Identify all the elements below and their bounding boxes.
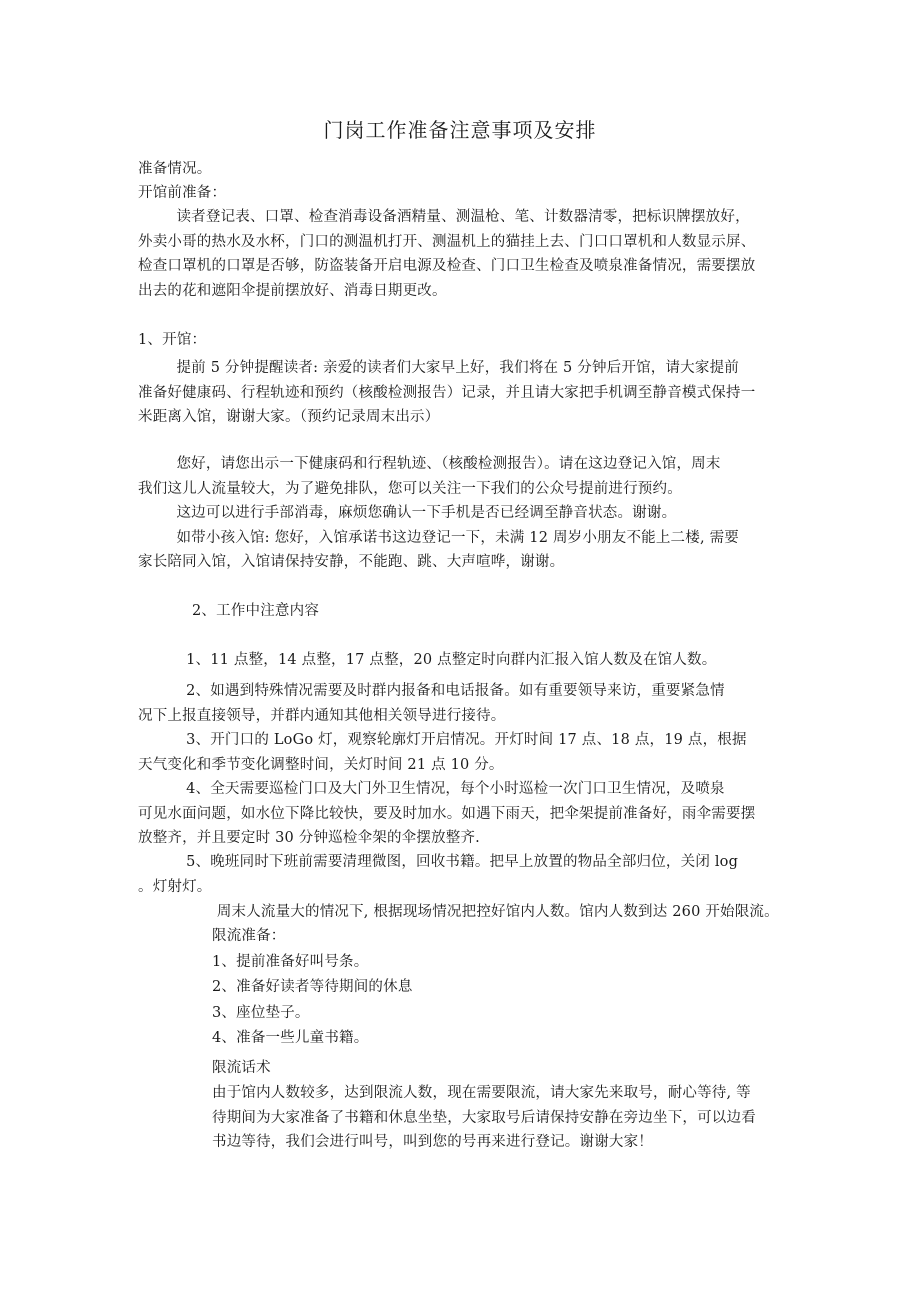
section2-heading: 2、工作中注意内容 <box>192 603 320 619</box>
pre-open-body: 读者登记表、口罩、检查消毒设备酒精量、测温枪、笔、计数器清零，把标识牌摆放好， 外卖小哥的热水及水杯，门口的测温机打开、测温机上的猫挂上去、门口口罩机和人数显示屏、 检查口罩机的口罩是否够，防盗装备开启电源及检查、门口卫生检查及喷泉准备情况，需要摆放 出去的花和遮阳伞提前摆放好、消毒日期更改。 <box>138 209 756 299</box>
document-title: 门岗工作准备注意事项及安排 <box>323 118 597 142</box>
work-item-5: 5、晚班同时下班前需要清理微图，回收书籍。把早上放置的物品全部归位，关闭 log 。灯射灯。 <box>138 854 739 895</box>
limit-script-body: 由于馆内人数较多，达到限流人数，现在需要限流，请大家先来取号，耐心等待, 等 待期间为大家准备了书籍和休息坐垫，大家取号后请保持安静在旁边坐下，可以边看 书边等待，我们会进行叫号，叫到您的号再来进行登记。谢谢大家！ <box>212 1085 756 1150</box>
work-item-4: 4、全天需要巡检门口及大门外卫生情况，每个小时巡检一次门口卫生情况，及喷泉 可见水面问题，如水位下降比较快，要及时加水。如遇下雨天，把伞架提前准备好，雨伞需要摆 放整齐，并且要定时 30 分钟巡检伞架的伞摆放整齐. <box>138 781 756 846</box>
limit-prep-item-2: 2、准备好读者等待期间的休息 <box>212 979 413 995</box>
section1-para1: 提前 5 分钟提醒读者: 亲爱的读者们大家早上好，我们将在 5 分钟后开馆，请大家提前 准备好健康码、行程轨迹和预约（核酸检测报告）记录，并且请大家把手机调至静音模式保持一 米距离入馆，谢谢大家。（预约记录周末出示） <box>138 360 756 425</box>
prep-status: 准备情况。 <box>138 161 212 177</box>
work-item-1: 1、11 点整，14 点整，17 点整，20 点整定时向群内汇报入馆人数及在馆人数。 <box>138 652 717 668</box>
section1-heading: 1、开馆： <box>138 332 207 348</box>
limit-prep-item-1: 1、提前准备好叫号条。 <box>212 954 369 970</box>
limit-prep-item-3: 3、座位垫子。 <box>212 1005 310 1021</box>
weekend-note: 周末人流量大的情况下, 根据现场情况把控好馆内人数。馆内人数到达 260 开始限流。 <box>212 904 779 920</box>
pre-open-heading: 开馆前准备： <box>138 185 227 201</box>
limit-script-heading: 限流话术 <box>212 1060 271 1076</box>
work-item-3: 3、开门口的 LoGo 灯，观察轮廓灯开启情况。开灯时间 17 点、18 点，19 点，根据 天气变化和季节变化调整时间，关灯时间 21 点 10 分。 <box>138 732 747 773</box>
limit-prep-item-4: 4、准备一些儿童书籍。 <box>212 1030 369 1046</box>
work-item-2: 2、如遇到特殊情况需要及时群内报备和电话报备。如有重要领导来访，重要紧急情 况下上报直接领导，并群内通知其他相关领导进行接待。 <box>138 683 725 724</box>
limit-prep-heading: 限流准备： <box>212 928 286 944</box>
section1-para2: 您好，请您出示一下健康码和行程轨迹、（核酸检测报告）。请在这边登记入馆，周末 我们这儿人流量较大，为了避免排队，您可以关注一下我们的公众号提前进行预约。 这边可以进行手部消毒，麻烦您确认一下手机是否已经调至静音状态。谢谢。 如带小孩入馆: 您好，入馆承诺书这边登记一下，未满 12 周岁小朋友不能上二楼, 需要 家长陪同入馆，入馆请保持安静，不能跑、跳、大声喧哗，谢谢。 <box>138 456 739 570</box>
